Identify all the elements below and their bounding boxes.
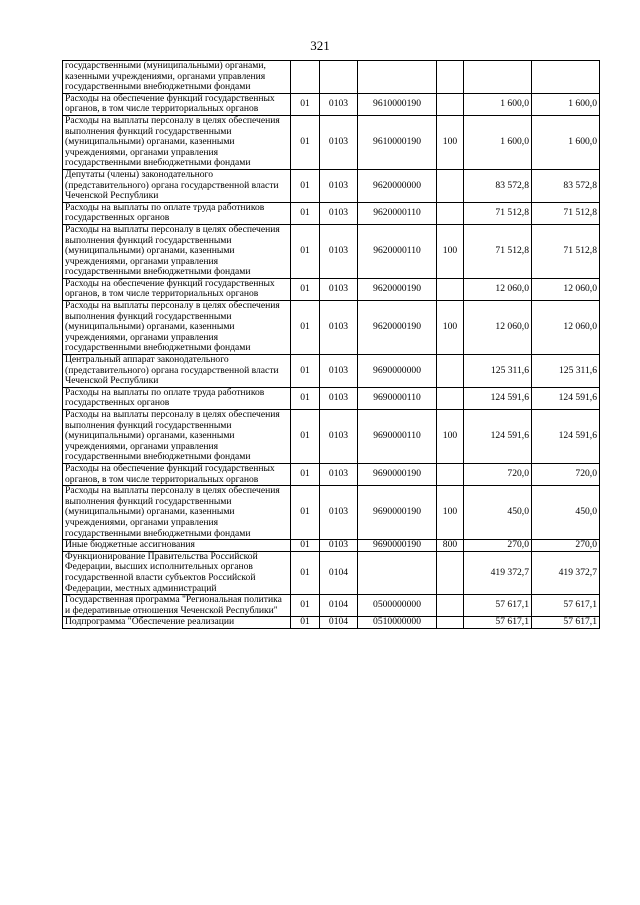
cell-expense-type xyxy=(437,278,464,300)
cell-expense-type xyxy=(437,169,464,202)
cell-amount-1: 57 617,1 xyxy=(464,617,532,629)
cell-expense-type xyxy=(437,463,464,485)
cell-amount-1: 71 512,8 xyxy=(464,202,532,224)
table-row xyxy=(63,278,600,300)
cell-section: 01 xyxy=(291,387,320,409)
cell-target-article: 9610000190 xyxy=(358,115,437,169)
table-row xyxy=(63,387,600,409)
cell-target-article: 9690000110 xyxy=(358,387,437,409)
cell-expense-type xyxy=(437,355,464,388)
cell-target-article: 9690000110 xyxy=(358,410,437,464)
cell-section: 01 xyxy=(291,486,320,540)
budget-table-body xyxy=(63,61,600,629)
cell-expense-type xyxy=(437,61,464,94)
cell-description: Расходы на выплаты персоналу в целях обеспечения выполнения функций государственными (муниципальными) органами, казенными учреждениями, органами управления государственными внебюджетными фондами xyxy=(63,410,291,464)
cell-section: 01 xyxy=(291,202,320,224)
cell-expense-type xyxy=(437,595,464,617)
cell-expense-type: 100 xyxy=(437,301,464,355)
cell-amount-2: 83 572,8 xyxy=(532,169,600,202)
cell-amount-1: 125 311,6 xyxy=(464,355,532,388)
cell-description: Расходы на выплаты персоналу в целях обеспечения выполнения функций государственными (муниципальными) органами, казенными учреждениями, органами управления государственными внебюджетными фондами xyxy=(63,301,291,355)
cell-amount-1 xyxy=(464,61,532,94)
table-row xyxy=(63,93,600,115)
cell-amount-1: 57 617,1 xyxy=(464,595,532,617)
cell-subsection: 0103 xyxy=(320,278,358,300)
table-row xyxy=(63,463,600,485)
table-row xyxy=(63,61,600,94)
cell-description: Расходы на выплаты по оплате труда работников государственных органов xyxy=(63,387,291,409)
cell-expense-type: 100 xyxy=(437,410,464,464)
cell-amount-2: 57 617,1 xyxy=(532,617,600,629)
cell-amount-1: 1 600,0 xyxy=(464,93,532,115)
cell-subsection: 0104 xyxy=(320,595,358,617)
cell-subsection: 0103 xyxy=(320,301,358,355)
table-row xyxy=(63,410,600,464)
cell-amount-2: 71 512,8 xyxy=(532,224,600,278)
cell-expense-type xyxy=(437,202,464,224)
cell-section: 01 xyxy=(291,301,320,355)
table-row xyxy=(63,115,600,169)
cell-subsection: 0104 xyxy=(320,617,358,629)
table-row xyxy=(63,202,600,224)
cell-section: 01 xyxy=(291,463,320,485)
cell-amount-2: 450,0 xyxy=(532,486,600,540)
cell-expense-type: 100 xyxy=(437,486,464,540)
table-row xyxy=(63,540,600,552)
cell-subsection: 0103 xyxy=(320,224,358,278)
cell-subsection xyxy=(320,61,358,94)
cell-section: 01 xyxy=(291,278,320,300)
table-row xyxy=(63,355,600,388)
cell-amount-1: 419 372,7 xyxy=(464,551,532,594)
table-row xyxy=(63,617,600,629)
cell-section: 01 xyxy=(291,617,320,629)
cell-description: Расходы на выплаты персоналу в целях обеспечения выполнения функций государственными (муниципальными) органами, казенными учреждениями, органами управления государственными внебюджетными фондами xyxy=(63,486,291,540)
cell-subsection: 0103 xyxy=(320,410,358,464)
table-row xyxy=(63,486,600,540)
cell-subsection: 0103 xyxy=(320,540,358,552)
cell-expense-type xyxy=(437,617,464,629)
cell-amount-1: 71 512,8 xyxy=(464,224,532,278)
cell-description: Депутаты (члены) законодательного (представительного) органа государственной власти Чеченской Республики xyxy=(63,169,291,202)
cell-section: 01 xyxy=(291,169,320,202)
cell-description: Государственная программа "Региональная политика и федеративные отношения Чеченской Республики" xyxy=(63,595,291,617)
cell-section: 01 xyxy=(291,551,320,594)
cell-amount-2: 720,0 xyxy=(532,463,600,485)
cell-description: Расходы на обеспечение функций государственных органов, в том числе территориальных органов xyxy=(63,93,291,115)
cell-target-article: 9620000110 xyxy=(358,224,437,278)
cell-target-article: 9690000190 xyxy=(358,540,437,552)
cell-amount-1: 450,0 xyxy=(464,486,532,540)
cell-target-article xyxy=(358,61,437,94)
cell-amount-2 xyxy=(532,61,600,94)
cell-subsection: 0103 xyxy=(320,93,358,115)
cell-amount-1: 12 060,0 xyxy=(464,278,532,300)
cell-expense-type: 800 xyxy=(437,540,464,552)
cell-amount-1: 124 591,6 xyxy=(464,410,532,464)
cell-section: 01 xyxy=(291,410,320,464)
cell-expense-type: 100 xyxy=(437,115,464,169)
cell-section: 01 xyxy=(291,595,320,617)
table-row xyxy=(63,551,600,594)
budget-table xyxy=(62,60,600,629)
cell-amount-1: 720,0 xyxy=(464,463,532,485)
cell-amount-1: 1 600,0 xyxy=(464,115,532,169)
cell-description: Расходы на выплаты персоналу в целях обеспечения выполнения функций государственными (муниципальными) органами, казенными учреждениями, органами управления государственными внебюджетными фондами xyxy=(63,224,291,278)
cell-expense-type xyxy=(437,551,464,594)
cell-description: государственными (муниципальными) органами, казенными учреждениями, органами управления государственными внебюджетными фондами xyxy=(63,61,291,94)
cell-subsection: 0103 xyxy=(320,169,358,202)
cell-subsection: 0104 xyxy=(320,551,358,594)
cell-target-article: 9620000110 xyxy=(358,202,437,224)
cell-description: Расходы на выплаты персоналу в целях обеспечения выполнения функций государственными (муниципальными) органами, казенными учреждениями, органами управления государственными внебюджетными фондами xyxy=(63,115,291,169)
cell-target-article: 9620000190 xyxy=(358,301,437,355)
cell-description: Расходы на выплаты по оплате труда работников государственных органов xyxy=(63,202,291,224)
cell-section: 01 xyxy=(291,540,320,552)
cell-target-article: 9690000000 xyxy=(358,355,437,388)
cell-target-article: 9610000190 xyxy=(358,93,437,115)
cell-amount-2: 125 311,6 xyxy=(532,355,600,388)
cell-section: 01 xyxy=(291,115,320,169)
cell-target-article: 9690000190 xyxy=(358,463,437,485)
cell-section: 01 xyxy=(291,355,320,388)
cell-target-article: 0510000000 xyxy=(358,617,437,629)
cell-amount-2: 419 372,7 xyxy=(532,551,600,594)
cell-amount-2: 1 600,0 xyxy=(532,115,600,169)
cell-amount-1: 270,0 xyxy=(464,540,532,552)
page-number: 321 xyxy=(310,38,330,53)
cell-target-article: 9620000190 xyxy=(358,278,437,300)
table-row xyxy=(63,301,600,355)
cell-description: Иные бюджетные ассигнования xyxy=(63,540,291,552)
cell-target-article: 9690000190 xyxy=(358,486,437,540)
cell-expense-type xyxy=(437,387,464,409)
cell-amount-2: 270,0 xyxy=(532,540,600,552)
cell-amount-1: 12 060,0 xyxy=(464,301,532,355)
cell-amount-2: 71 512,8 xyxy=(532,202,600,224)
cell-subsection: 0103 xyxy=(320,115,358,169)
cell-subsection: 0103 xyxy=(320,387,358,409)
cell-subsection: 0103 xyxy=(320,486,358,540)
table-row xyxy=(63,595,600,617)
cell-subsection: 0103 xyxy=(320,463,358,485)
cell-amount-2: 1 600,0 xyxy=(532,93,600,115)
cell-description: Расходы на обеспечение функций государственных органов, в том числе территориальных органов xyxy=(63,278,291,300)
cell-subsection: 0103 xyxy=(320,355,358,388)
cell-target-article xyxy=(358,551,437,594)
cell-subsection: 0103 xyxy=(320,202,358,224)
cell-target-article: 0500000000 xyxy=(358,595,437,617)
cell-description: Функционирование Правительства Российской Федерации, высших исполнительных органов государственной власти субъектов Российской Федерации, местных администраций xyxy=(63,551,291,594)
cell-description: Расходы на обеспечение функций государственных органов, в том числе территориальных органов xyxy=(63,463,291,485)
cell-expense-type: 100 xyxy=(437,224,464,278)
cell-amount-2: 12 060,0 xyxy=(532,278,600,300)
cell-section: 01 xyxy=(291,224,320,278)
cell-amount-2: 124 591,6 xyxy=(532,410,600,464)
cell-amount-2: 12 060,0 xyxy=(532,301,600,355)
cell-amount-1: 124 591,6 xyxy=(464,387,532,409)
table-row xyxy=(63,224,600,278)
cell-amount-2: 124 591,6 xyxy=(532,387,600,409)
cell-amount-1: 83 572,8 xyxy=(464,169,532,202)
cell-expense-type xyxy=(437,93,464,115)
cell-amount-2: 57 617,1 xyxy=(532,595,600,617)
table-row xyxy=(63,169,600,202)
cell-section: 01 xyxy=(291,93,320,115)
cell-description: Подпрограмма "Обеспечение реализации xyxy=(63,617,291,629)
cell-section xyxy=(291,61,320,94)
cell-target-article: 9620000000 xyxy=(358,169,437,202)
cell-description: Центральный аппарат законодательного (представительного) органа государственной власти Чеченской Республики xyxy=(63,355,291,388)
